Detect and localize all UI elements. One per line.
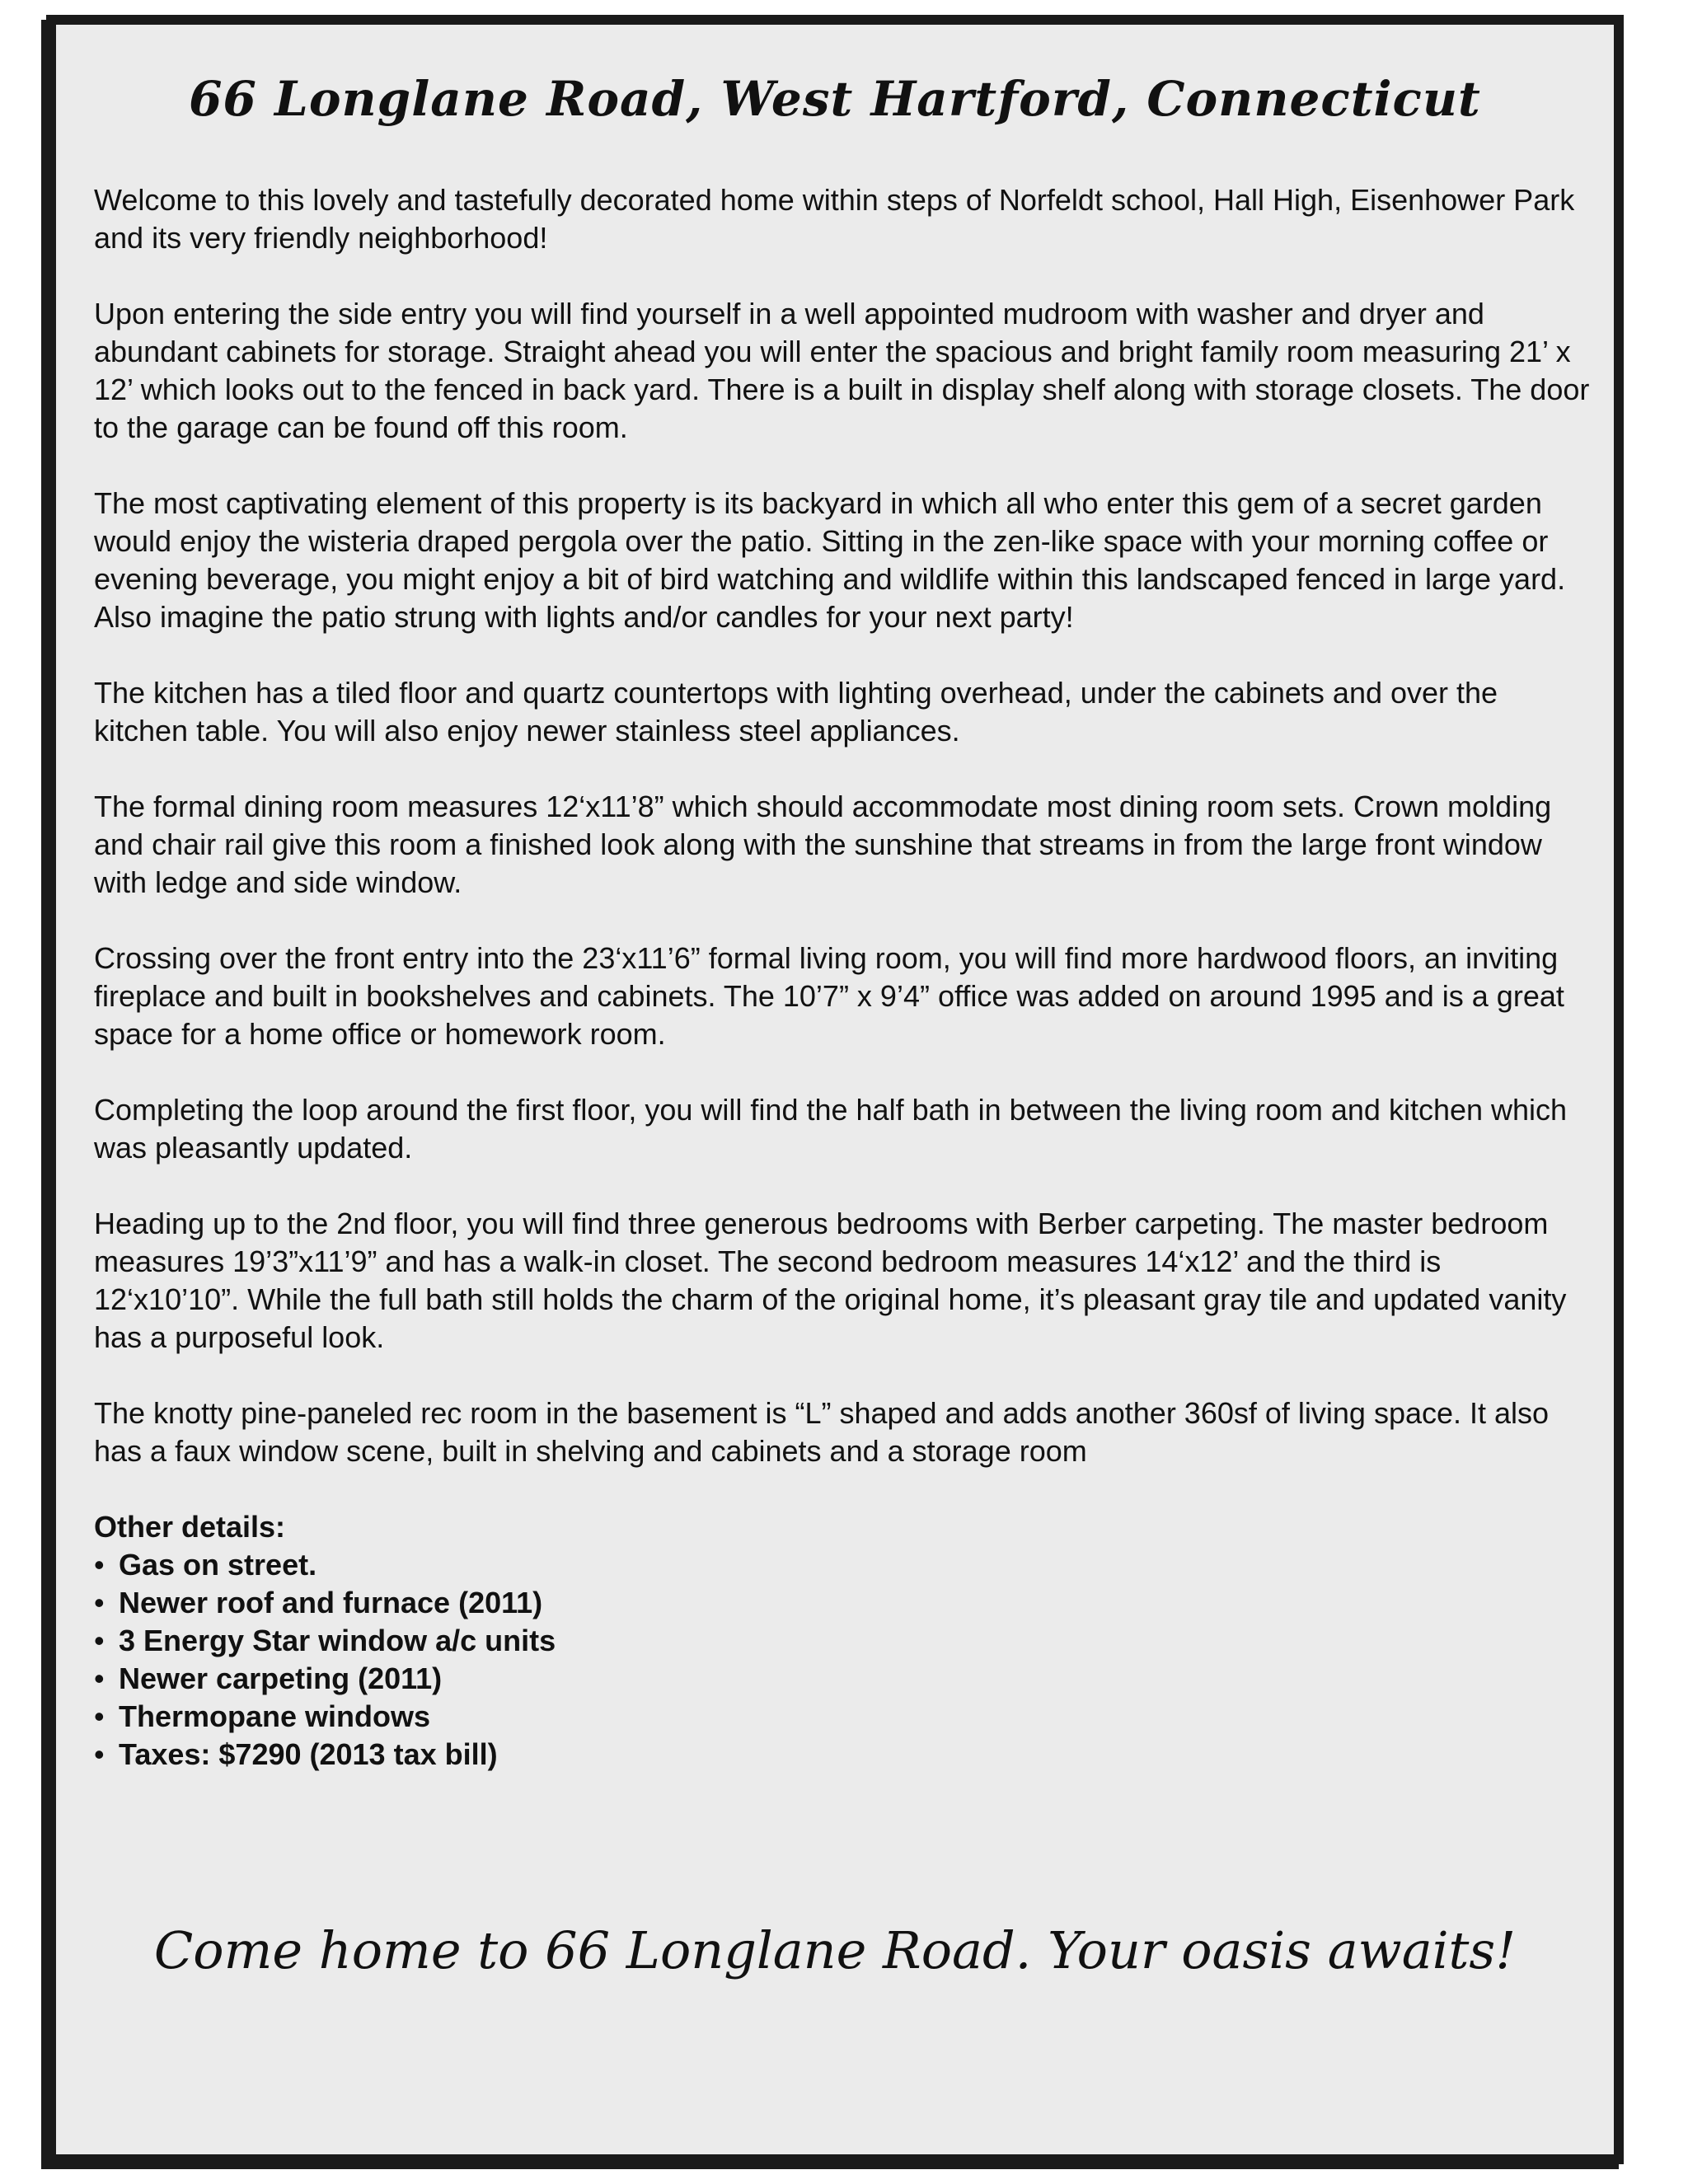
details-heading: Other details: — [94, 1510, 286, 1544]
details-item: • Taxes: $7290 (2013 tax bill) — [94, 1736, 1594, 1774]
paragraph-living-room: Crossing over the front entry into the 23‘x11’6” formal living room, you will find more hardwood floors, an inviting fireplace and built in bookshelves and cabinets. The 10’7” x 9’4” office was added on around 1995 and is a great space for a home office or homework room. — [94, 941, 1564, 1051]
details-list — [94, 1546, 1594, 1774]
paragraph-second-floor: Heading up to the 2nd floor, you will find three generous bedrooms with Berber carpeting. The master bedroom measures 19’3”x11’9” and has a walk-in closet. The second bedroom measures 14‘x12’ and the third is 12‘x10’10”. While the full bath still holds the charm of the original home, it’s pleasant gray tile and updated vanity has a purposeful look. — [94, 1207, 1567, 1354]
details-item: • Thermopane windows — [94, 1698, 1594, 1736]
closing-tagline: Come home to 66 Longlane Road. Your oasis awaits! — [153, 1920, 1517, 1980]
paragraph-mudroom-family-room: Upon entering the side entry you will find yourself in a well appointed mudroom with washer and dryer and abundant cabinets for storage. Straight ahead you will enter the spacious and bright family room measuring 21’ x 12’ which looks out to the fenced in back yard. There is a built in display shelf along with storage closets. The door to the garage can be found off this room. — [94, 297, 1590, 444]
page-frame — [46, 15, 1624, 2164]
details-item: • Gas on street. — [94, 1546, 1594, 1584]
details-item: • Newer roof and furnace (2011) — [94, 1584, 1594, 1622]
paragraph-backyard: The most captivating element of this property is its backyard in which all who enter this gem of a secret garden would enjoy the wisteria draped pergola over the patio. Sitting in the zen-like space with your morning coffee or evening beverage, you might enjoy a bit of bird watching and wildlife within this landscaped fenced in large yard. Also imagine the patio strung with lights and/or candles for your next party! — [94, 486, 1566, 634]
paragraph-half-bath: Completing the loop around the first floor, you will find the half bath in between the living room and kitchen which was pleasantly updated. — [94, 1093, 1568, 1165]
listing-body — [94, 181, 1594, 1774]
details-item: • 3 Energy Star window a/c units — [94, 1622, 1594, 1660]
paragraph-intro: Welcome to this lovely and tastefully decorated home within steps of Norfeldt school, Hall High, Eisenhower Park and its very friendly neighborhood! — [94, 183, 1575, 255]
page-title: 66 Longlane Road, West Hartford, Connecticut — [189, 71, 1481, 127]
paragraph-basement: The knotty pine-paneled rec room in the basement is “L” shaped and adds another 360sf of living space. It also has a faux window scene, built in shelving and cabinets and a storage room — [94, 1396, 1550, 1468]
paragraph-kitchen: The kitchen has a tiled floor and quartz countertops with lighting overhead, under the cabinets and over the kitchen table. You will also enjoy newer stainless steel appliances. — [94, 676, 1498, 748]
paragraph-dining-room: The formal dining room measures 12‘x11’8” which should accommodate most dining room sets. Crown molding and chair rail give this room a finished look along with the sunshine that streams in from the large front window with ledge and side window. — [94, 790, 1552, 899]
details-item: • Newer carpeting (2011) — [94, 1660, 1594, 1698]
